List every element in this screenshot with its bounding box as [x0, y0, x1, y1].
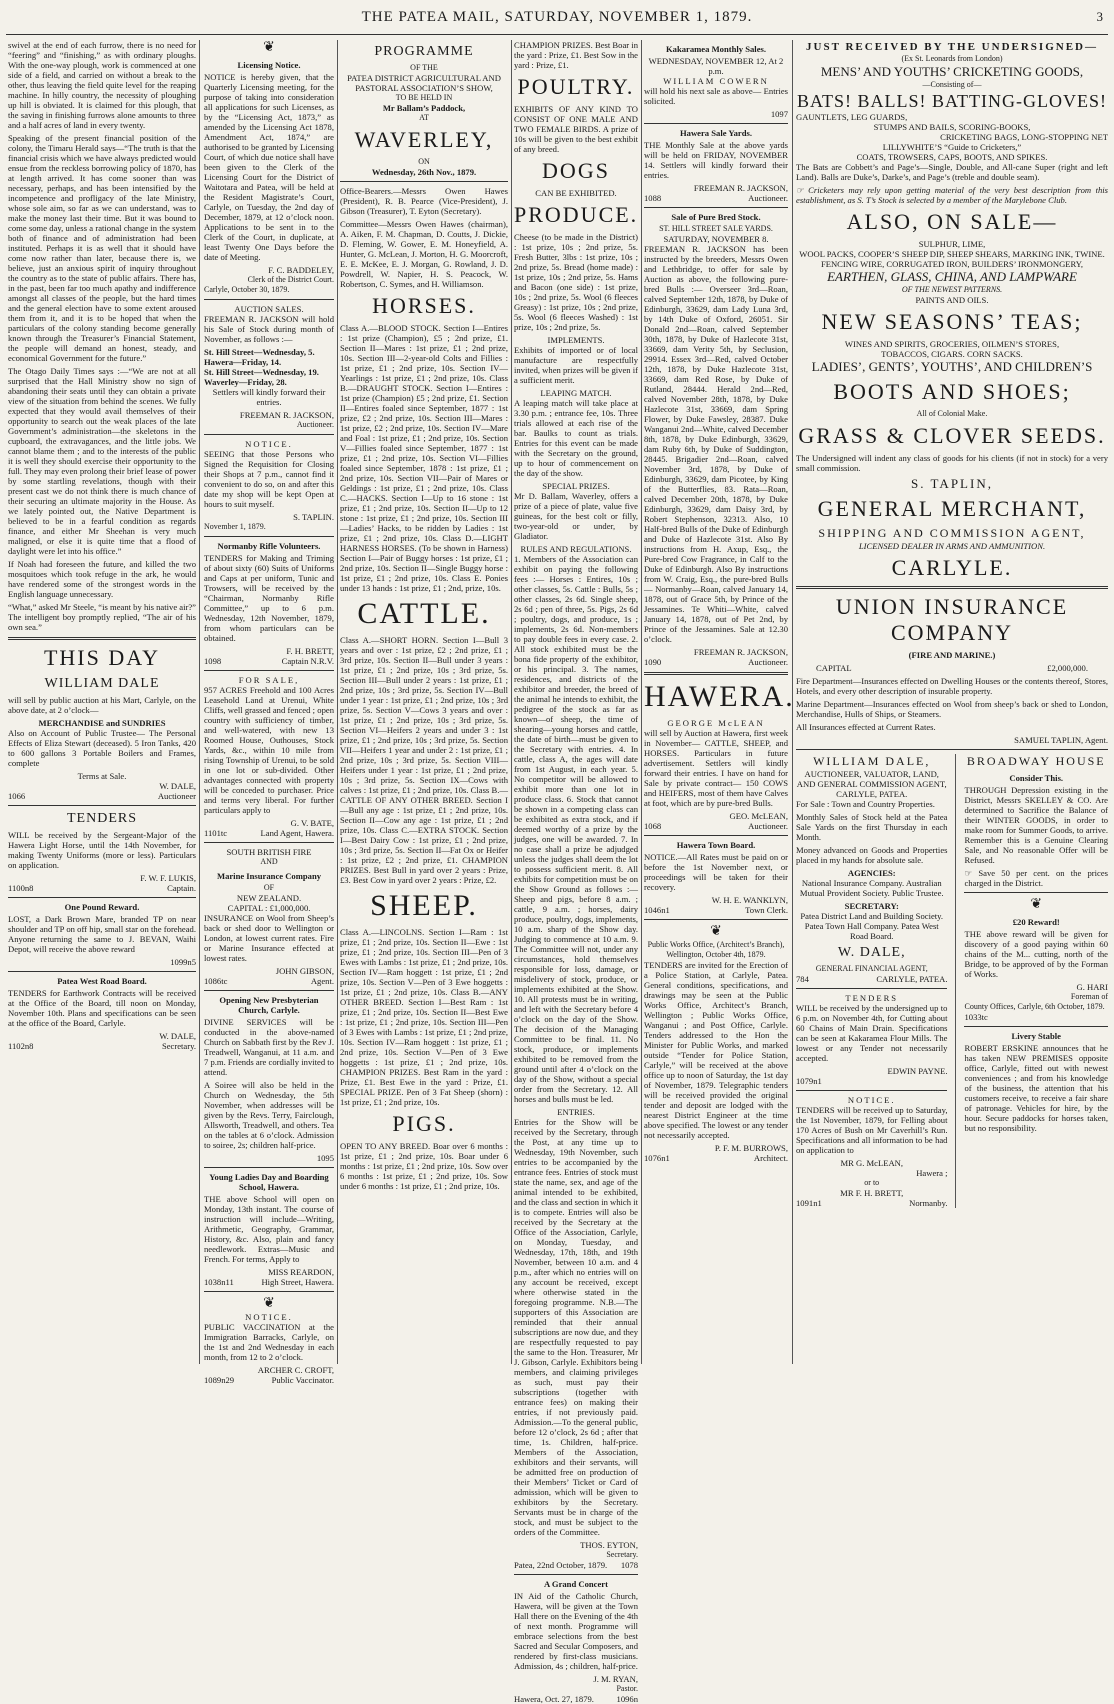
column-5	[644, 40, 795, 1364]
shipping-line: SHIPPING AND COMMISSION AGENT,	[818, 526, 1086, 540]
insurance-capital: CAPITAL : £1,000,000.	[227, 903, 311, 913]
insurance-title: SOUTH BRITISH FIRE	[226, 847, 312, 857]
ad-ref: 1046n1	[644, 905, 670, 915]
ad-ref: 1095	[316, 1153, 334, 1163]
editorial-paragraph: “What,” asked Mr Steele, “is meant by his native air?” The intelligent boy promptly replied, “The air of his own sea.”	[8, 602, 196, 632]
ad-body: Patea District Land and Building Society. Patea Town Hall Company. Patea West Road Board.	[800, 911, 944, 941]
fire-marine: (FIRE AND MARINE.)	[908, 650, 996, 660]
pure-place: ST. HILL STREET SALE YARDS.	[659, 224, 773, 233]
kakaramea-title: Kakaramea Monthly Sales.	[665, 44, 767, 54]
section-title: IMPLEMENTS.	[547, 335, 605, 345]
ad-role: Agent.	[310, 976, 334, 986]
grass-line: GRASS & CLOVER SEEDS.	[798, 423, 1106, 448]
bottom-split	[796, 754, 1108, 1208]
ad-signature: ARCHER C. CROFT,	[257, 1365, 334, 1375]
divider	[514, 1574, 638, 1575]
ad-body: TENDERS for Making and Triming of about sixty (60) Suits of Uniforms and Caps at per uniform, Tunic and Trowsers, will be received by the “Chairman, Normanby Rifle Committee,” up to 6 p.m. Wednesday, 12th November, 1879, from whom particulars can be obtained.	[204, 553, 334, 643]
ad-role: Public Vaccinator.	[271, 1375, 334, 1385]
ad-signature: P. F. M. BURROWS,	[714, 1143, 788, 1153]
ad-ref: 1033tc	[964, 1012, 988, 1022]
dale-column	[796, 754, 947, 1208]
ad-role: Auctioneer	[157, 791, 196, 801]
ad-signature: THOS. EYTON,	[580, 1540, 638, 1550]
ad-body: Also on Account of Public Trustee— The Personal Effects of Eliza Stewart (deceased). 5 Iron Tanks, 420 to 600 gallons 3 Portable Boilers and Frames, complete	[8, 728, 196, 768]
ad-signature: W. DALE,	[159, 1031, 196, 1041]
column-2	[204, 40, 334, 1385]
sale-item: St. Hill Street—Wednesday, 5.	[204, 347, 315, 357]
ad-role: Clerk of the District Court.	[247, 275, 334, 284]
divider	[204, 299, 334, 300]
ad-body: will sell by Auction at Hawera, first week in November— CATTLE, SHEEP, and HORSES. Particulars in future advertisement. Settlers will kindly forward their entries. I have on hand for Sale by private contract— 150 COWS and HEIFERS, most of them have Calves at foot, which are by pure-bred Bulls.	[644, 728, 788, 808]
ad-signature: MISS REARDON,	[268, 1267, 334, 1277]
ad-signature: G. HARI	[1076, 982, 1108, 992]
column-1	[8, 40, 196, 1364]
programme-held: TO BE HELD IN	[395, 93, 453, 102]
ad-body: Fire Department—Insurances effected on Dwelling Houses or the contents thereof, Stores, Hotels, and every other description of insurable property.	[796, 676, 1108, 696]
ad-body: Committee—Messrs Owen Hawes (chairman), A. Aiken, F. M. Chapman, D. Coutts, J. Dickie, D. Fleming, W. Gower, E. M. Honeyfield, A. Hunter, G. McLean, J. Morton, H. G. Moorcroft, E. E. McKee, E. J. Morgan, G. Rowland, J. D. Powdrell, W. Napier, H. S. Peacock, W. Robertson, C. Symes, and H. Williamson.	[340, 219, 508, 289]
ad-date: Patea, 22nd October, 1879.	[514, 1560, 608, 1570]
ad-role: Foreman of	[1070, 992, 1108, 1001]
wdale-name: W. DALE,	[837, 945, 906, 960]
broadway-column	[964, 754, 1108, 1208]
divider	[204, 990, 334, 991]
ex-ship: (Ex St. Leonards from London)	[901, 54, 1003, 63]
ad-body: INSURANCE on Wool from Sheep’s back or shed door to Wellington or London, at lowest current rates. Fire or Marine Insurance effected at lowest rates.	[204, 913, 334, 963]
ad-body: The Undersigned will indent any class of goods for his clients (if not in stock) for a very small commission.	[796, 453, 1108, 473]
ad-body: NOTICE is hereby given, that the Quarterly Licensing meeting, for the purpose of taking into consideration all applications for such Licenses, as by the “Licensing Act, 1873,” as amended by the Licensing Act 1878, Amendment Act, 1874,” are authorised to be granted by Licensing Court, of which due notice shall have been given to the Clerk of the Licensing Court for the District of Waitotara and Patea, will be held at the Resident Magistrate’s Court, Carlyle, on Tuesday, the 2nd day of December, 1879, at 12 o’clock noon. Applications to be sent in to the Clerk of the Court, in duplicate, at least Twenty One Days before the date of Meeting.	[204, 72, 334, 262]
ad-body: Cheese (to be made in the District) : 1st prize, 10s ; 2nd prize, 5s. Fresh Butter, 3lbs : 1st prize, 10s ; 2nd prize, 5s. Bread (home made) : 1st prize, 10s ; 2nd prize, 5s. Hams and Bacon (one side) : 1st prize, 10s ; 2nd prize, 5s. Wool (6 fleeces Greasy) : 1st prize, 10s ; 2nd prize, 5s. Wool (6 fleeces Washed) : 1st prize, 10s ; 2nd prize, 5s.	[514, 232, 638, 332]
ad-body: WILL be received by the Sergeant-Major of the Hawera Light Horse, until the 14th November, for making Twenty Uniforms (more or less). Particulars on application.	[8, 830, 196, 870]
ad-ref: 1088	[644, 193, 662, 203]
editorial-paragraph: The Otago Daily Times says :—“We are not at all surprised that the Hall Ministry show no sign of abandoning their seats until they can obtain a private view of the situation from behind the scenes. We fully expected that they would avail themselves of their opportunity to search out the weak places of the late Government’s administration—the skeletons in the cupboard, the extravagances, and the little jobs. We cannot blame them ; and to the interests of the public it is well they should exercise their opportunity to the full. They may even prolong their brief lease of power by some startling revelations, though with their present cast we do not think there is much chance of their securing an ultimate majority in the House. As we lately pointed out, the Native Department is believed to be in a fearful condition as regards finance, and either Mr Sheehan is very much maligned, or else it is quite time that a flood of daylight were let into his office.”	[8, 366, 196, 556]
ad-body: TENDERS for Earthwork Contracts will be received at the Office of the Board, till noon on Monday, November 10th. Plans and specifications can be seen at the office of the Board, Carlyle.	[8, 988, 196, 1028]
ad-signature: GEO. McLEAN,	[729, 811, 788, 821]
ad-body: A Soiree will also be held in the Church on Wednesday, the 5th November, when addresses will be given by the Revs. Terry, Fairclough, Allsworth, Treadwell, and others. Tea on the tables at 6 o’clock. Admission to soiree, 2s; children half-price.	[204, 1080, 334, 1150]
licensed-line: LICENSED DEALER IN ARMS AND AMMUNITION.	[858, 541, 1046, 551]
ad-body: THE above School will open on Monday, 13th instant. The course of instruction will include—Writing, Arithmetic, Geography, Grammar, History, &c. Also, plain and fancy needlework. Extras—Music and French. For terms, Apply to	[204, 1194, 334, 1264]
notice-title: NOTICE.	[245, 1312, 293, 1322]
section-title: PIGS.	[392, 1111, 456, 1136]
ad-body: LOST, a Dark Brown Mare, branded TP on near shoulder and TP on off hip, small star on the forehead. Anyone returning the same to J. BEVAN, Waihi Depot, will receive the above reward	[8, 914, 196, 954]
ad-body: National Insurance Company. Australian Mutual Provident Society. Public Trustee.	[799, 878, 944, 898]
wdale-role: GENERAL FINANCIAL AGENT,	[815, 964, 928, 973]
insurance-title: Marine Insurance Company	[216, 871, 322, 881]
auction-sales-title: AUCTION SALES.	[234, 304, 304, 314]
ad-role: High Street, Hawera.	[261, 1277, 334, 1287]
ad-ref: 1089n29	[204, 1375, 235, 1385]
ad-role: Captain.	[167, 883, 196, 893]
ad-body: The Bats are Cobbett’s and Page’s—Single, Double, and All-cane Super (right and left Land). Balls are Duke’s, Darke’s, and Page’s (treble and double seam).	[796, 162, 1108, 182]
ad-body: THROUGH Depression existing in the District, Messrs SKELLEY & CO. Are determined to Sacrifice the Balance of their WINTER GOODS, in order to make room for Summer Goods, to arrive. Remember this is a Genuine Clearing Sale, and No reasonable Offer will be Refused.	[964, 785, 1108, 865]
column-rule	[199, 40, 200, 1364]
divider	[644, 672, 788, 675]
ad-body: OPEN TO ANY BREED. Boar over 6 months : 1st prize, £1 ; 2nd prize, 10s. Boar under 6 months : 1st prize, £1 ; 2nd prize, 10s. Sow over 6 months : 1st prize, £1 ; 2nd prize, 10s. Sow under 6 months : 1st prize, £1 ; 2nd prize, 10s.	[340, 1141, 508, 1191]
ad-body: CHAMPION PRIZES. Best Boar in the yard : Prize, £1. Best Sow in the yard : Prize, £1.	[514, 40, 638, 70]
ad-role: Town Clerk.	[745, 905, 788, 915]
consisting: —Consisting of—	[922, 80, 982, 89]
ad-ref: 1066	[8, 791, 26, 801]
ad-role: Secretary.	[606, 1550, 638, 1559]
divider	[644, 207, 788, 208]
insurance-title: NEW ZEALAND.	[236, 893, 302, 903]
insurance-and: AND	[260, 857, 278, 866]
coats-line: COATS, TROWSERS, CAPS, BOOTS, AND SPIKES.	[856, 152, 1048, 162]
editorial-paragraph: If Noah had foreseen the future, and killed the two mosquitoes which took refuge in the ark, he would have rendered some of the strongest words in the English language unnecessary.	[8, 559, 196, 599]
masthead-title: THE PATEA MAIL, SATURDAY, NOVEMBER 1, 1879.	[361, 9, 753, 25]
divider	[796, 988, 947, 989]
ad-signature: FREEMAN R. JACKSON,	[693, 183, 788, 193]
ad-date: Hawera, Oct. 27, 1879.	[514, 1694, 594, 1704]
notice-or: or to	[864, 1178, 880, 1187]
divider	[8, 897, 196, 898]
sale-item: St. Hill Street—Wednesday, 19.	[204, 367, 319, 377]
just-received: JUST RECEIVED BY THE UNDERSIGNED—	[806, 41, 1098, 53]
ad-role: Auctioneer.	[748, 657, 788, 667]
boots-line: BOOTS AND SHOES;	[833, 379, 1071, 404]
capital-value: £2,000,000.	[1047, 663, 1088, 673]
divider	[8, 971, 196, 972]
ad-ref: 1068	[644, 821, 662, 831]
ad-signature: J. M. RYAN,	[593, 1674, 638, 1684]
divider	[204, 670, 334, 671]
ad-date: Carlyle, October 30, 1879.	[204, 285, 290, 294]
divider	[204, 1291, 334, 1292]
notice-title: NOTICE.	[245, 439, 293, 449]
dale-role: AUCTIONEER, VALUATOR, LAND, AND GENERAL COMMISSION AGENT, CARLYLE, PATEA.	[796, 769, 947, 799]
agencies-title: AGENCIES:	[847, 868, 896, 878]
ad-ref: 1100n8	[8, 883, 34, 893]
ad-role: Hawera ;	[916, 1168, 948, 1178]
ad-body: Class A.—LINCOLNS. Section I—Ram : 1st prize, £1 ; 2nd prize, 10s. Section II—Ewe : 1st prize, £1 ; 2nd prize, 10s. Section III—Pen of 3 Ewes with Lambs : 1st prize, £1 ; 2nd prize, 10s. Section IV—Ram hoggett : 1st prize, £1 ; 2nd prize, 10s. Section V—Pen of 3 Ewe hoggetts : 1st prize, £1 ; 2nd prize, 10s. Class B.—ANY OTHER BREED. Section I—Best Ram : 1st prize, £1 ; 2nd prize, 10s. Section II—Best Ewe : 1st prize, £1 ; 2nd prize, 10s. Section III—Pen of 3 Ewes with Lambs : 1st prize, £1 ; 2nd prize, 10s. Section IV—Ram hoggett : 1st prize, £1 ; 2nd prize, 10s. Section V—Pen of 3 Ewe hoggetts : 1st prize, £1 ; 2nd prize, 10s. CHAMPION PRIZES. Best Ram in the yard : Prize, £1. Best Ewe in the yard : Prize, £1. SPECIAL PRIZE. Pen of 3 Fat Sheep (shorn) : 1st prize, £1 ; 2nd prize, 10s.	[340, 927, 508, 1107]
capital-label: CAPITAL	[816, 663, 852, 673]
divider	[204, 434, 334, 435]
town-board-title: Hawera Town Board.	[676, 840, 756, 850]
editorial-paragraph: swivel at the end of each furrow, there is no need for “feering” and “finishing,” as with ordinary ploughs. With the one-way plough, work is commenced at one side of a field, and carried on without a break to the other, thus leaving the field quite level for the reaping machine. In hilly country, the necessity of ploughing up hill is obviated. It is claimed for this plough, that the saving in finishing furrows alone amounts to three and a half acres of land in every twenty.	[8, 40, 196, 130]
page-number: 3	[1096, 9, 1104, 24]
general-merchant: GENERAL MERCHANT,	[817, 496, 1087, 521]
concert-title: A Grand Concert	[544, 1579, 608, 1589]
ad-ref: 1086tc	[204, 976, 228, 986]
mens-goods: MENS’ AND YOUTHS’ CRICKETING GOODS,	[820, 64, 1084, 79]
sulphur-line: SULPHUR, LIME,	[918, 239, 986, 249]
ad-body: Class A.—BLOOD STOCK. Section I—Entires : 1st prize (Champion), £5 ; 2nd prize, £1. Section II—Mares : 1st prize, £1 ; 2nd prize, 10s. Section III—2-year-old Colts and Fillies : 1st prize, £1 ; 2nd prize, 10s. Section IV—Yearlings : 1st prize, £1 ; 2nd prize, 10s. Class B.—DRAUGHT STOCK. Section I—Entires : 1st prize (Champion) £5 ; 2nd prize, £1. Section II—Entires foaled since September, 1877 : 1st prize, £2 ; 2nd prize, 10s. Section III—Mares : 1st prize, £2 ; 2nd prize, 10s. Section IV—Mare and Foal : 1st prize, £1 ; 2nd prize, 10s. Section V—Fillies foaled since September, 1877 : 1st prize, £1 ; 2nd prize, 10s. Section VI—Fillies foaled since September, 1878 : 1st prize, £1 ; 2nd prize, 10s. Section VII—Pair of Mares or Geldings : 1st prize, £1 ; 2nd prize, 10s. Class C.—HACKS. Section I—Up to 16 stone : 1st prize, £1 ; 2nd prize, 10s. Section II—Up to 12 stone : 1st prize, £1 ; 2nd prize, 10s. Section III—Ladies’ Hacks, to be ridden by Ladies : 1st prize, £1 ; 2nd prize, 10s. Class D.—LIGHT HARNESS HORSES. (To be shown in Harness) Section I—Pair of Buggy horses : 1st prize, £1 ; 2nd prize, 10s. Section II—Single Buggy horse : 1st prize, £1 ; 2nd prize, 10s. Class E. Ponies under 13 hands : 1st prize, £1 ; 2nd, prize, 10s.	[340, 323, 508, 593]
ad-terms: Terms at Sale.	[77, 771, 127, 781]
ad-signature: EDWIN PAYNE.	[887, 1066, 948, 1076]
ad-body: PUBLIC VACCINATION at the Immigration Barracks, Carlyle, on the 1st and 2nd Wednesday in each month, from 12 to 2 o’clock.	[204, 1322, 334, 1362]
ad-body: CAN BE EXHIBITED.	[535, 188, 617, 198]
ad-signature: F. W. F. LUKIS,	[140, 873, 196, 883]
ad-role: Pastor.	[616, 1684, 638, 1693]
section-title: LEAPING MATCH.	[540, 388, 612, 398]
divider	[796, 749, 1108, 750]
ad-body: TENDERS will be received up to Saturday, the 1st November, 1879, for Felling about 170 Acres of Bush on Mr Caverhill’s Run. Specifications and all information to be had on application to	[796, 1105, 948, 1155]
hawera-title: HAWERA.	[644, 680, 795, 713]
ad-signature: FREEMAN R. JACKSON,	[693, 647, 788, 657]
ad-body: 957 ACRES Freehold and 100 Acres Leasehold Land at Urenui, White Cliffs, well grassed and fenced ; open country with sufficiency of timber, and well-watered, with new 13 Roomed House, Outhouses, Stock Yards, &c., within 10 mile from rising Township of Urenui, to be sold in one lot or sub-divided. Other advantages connected with property will be conceded to purchaser. Price and terms very liberal. For further particulars apply to	[204, 685, 334, 815]
column-4	[514, 40, 639, 1704]
ad-signature: F. H. BRETT,	[286, 646, 334, 656]
ad-body: THE Monthly Sale at the above yards will be held on FRIDAY, NOVEMBER 14. Settlers will kindly forward their entries.	[644, 140, 788, 180]
ad-ref: 784	[796, 974, 809, 984]
paints-line: PAINTS AND OILS.	[915, 295, 989, 305]
ad-ref: 1099n5	[170, 957, 196, 967]
licensing-title: Licensing Notice.	[237, 60, 301, 70]
section-title: ENTRIES.	[557, 1107, 595, 1117]
ad-body: For Sale : Town and Country Properties.	[796, 799, 935, 809]
divider	[644, 123, 788, 124]
masthead	[0, 0, 1114, 34]
divider	[340, 181, 508, 182]
ad-body: DIVINE SERVICES will be conducted in the above-named Church on Sabbath first by the Rev J. Treadwell, Wanganui, at 11 a.m. and 7 p.m. Friends are cordially invited to attend.	[204, 1017, 334, 1077]
section-title: SHEEP.	[370, 889, 478, 922]
tenders-title: TENDERS	[67, 811, 137, 826]
ad-signature: JOHN GIBSON,	[275, 966, 334, 976]
ad-role: Normanby.	[909, 1198, 948, 1208]
union-title: UNION INSURANCE COMPANY	[835, 594, 1069, 645]
works-title: Public Works Office, (Architect’s Branch), Wellington, October 4th, 1879.	[647, 940, 785, 959]
ad-signature: SAMUEL TAPLIN, Agent.	[1014, 735, 1108, 745]
school-title: Young Ladies Day and Boarding School, Hawera.	[209, 1172, 329, 1192]
ad-note: Settlers will kindly forward their entries.	[212, 387, 326, 407]
ad-body: SEEING that those Persons who Signed the Requisition for Closing their Shops at 7 p.m., cannot find it convenient to do so, on and after this date my shop will be kept Open at hours to suit myself.	[204, 449, 334, 509]
rifles-title: Normanby Rifle Volunteers.	[217, 541, 321, 551]
editorial-paragraph: Speaking of the present financial position of the colony, the Timaru Herald says—“The truth is that the financial crisis which we have always predicted would ensue from the reckless borrowing policy of 1870, has at length arrived. It has come sooner than was necessary, perhaps, and has been intensified by the incompetence and profligacy of the late Ministry, whose sole aim, so far as we can understand, was to make the money last their time. But it was bound to come some day, unless a rational change in the system both of finance and of administration had been instituted. Perhaps it is as well that it should have come now rather than later, because there is, we believe, just an anxious spirit of inquiry throughout the country as to the state of public affairs. There has, in the past, been far too much apathy and indifference amongst all classes of the people, but the hard times and the general election have to some extent aroused them from it, and it is to be hoped that when the particulars of the colony standing become generally known through the Treasurer’s Financial Statement, the people will demand an honest, steady, and economical Government for the future.”	[8, 133, 196, 363]
carlyle-line: CARLYLE.	[891, 555, 1013, 580]
ad-ref: 1091n1	[796, 1198, 822, 1208]
section-title: SPECIAL PRIZES.	[542, 481, 610, 491]
ad-signature: W. DALE,	[159, 781, 196, 791]
tenders-title: TENDERS	[845, 993, 899, 1003]
wines-line: WINES AND SPIRITS, GROCERIES, OILMEN’S STORES,	[844, 339, 1060, 349]
sale-item: Hawera—Friday, 14.	[204, 357, 282, 367]
found-title: One Pound Reward.	[64, 902, 140, 912]
programme-title: PROGRAMME	[374, 44, 474, 59]
divider	[204, 536, 334, 537]
fencing-line: FENCING WIRE, CORRUGATED IRON, BUILDERS’ IRONMONGERY,	[820, 259, 1084, 269]
ad-ref: 1038n11	[204, 1277, 234, 1287]
auctioneer-name: GEORGE McLEAN	[667, 718, 765, 728]
ad-role: Auctioneer.	[748, 193, 788, 203]
bats-line: BATS! BALLS! BATTING-GLOVES!	[797, 91, 1107, 111]
ad-signature: F. C. BADDELEY,	[268, 265, 334, 275]
divider	[8, 637, 196, 640]
column-rule	[511, 40, 512, 1364]
ad-note: ☞ Cricketers may rely upon getting material of the very best description from this establishment, as S. T’s Stock is selected by a member of the Marylebone Club.	[796, 185, 1108, 205]
pure-title: Sale of Pure Bred Stock.	[671, 212, 761, 222]
ad-body: All Insurances effected at Current Rates.	[796, 722, 936, 732]
consider-title: Consider This.	[1009, 773, 1064, 783]
for-sale-title: FOR SALE,	[238, 675, 300, 685]
ad-signature: S. TAPLIN.	[293, 512, 334, 522]
divider	[644, 919, 788, 920]
wdale-place: CARLYLE, PATEA.	[876, 974, 948, 984]
ad-body: Marine Department—Insurances effected on Wool from sheep’s back or shed to London, Merchandise, Hulls of Ships, or Steamers.	[796, 699, 1108, 719]
coat-of-arms-icon: ❦	[710, 924, 722, 939]
coat-of-arms-icon: ❦	[1030, 897, 1043, 912]
section-title: HORSES.	[372, 293, 476, 318]
ad-ref: 1076n1	[644, 1153, 670, 1163]
earthen-line: EARTHEN, GLASS, CHINA, AND LAMPWARE	[827, 269, 1077, 284]
divider	[8, 805, 196, 806]
stumps-line: STUMPS AND BAILS, SCORING-BOOKS,	[873, 122, 1031, 132]
column-rule	[337, 40, 338, 1364]
ad-signature: MR G. McLEAN,	[840, 1158, 904, 1168]
wool-line: WOOL PACKS, COOPER’S SHEEP DIP, SHEEP SHEARS, MARKING INK, TWINE.	[799, 249, 1105, 259]
programme-date: Wednesday, 26th Nov., 1879.	[371, 167, 477, 177]
programme-of: OF THE	[410, 63, 438, 72]
column-rule	[641, 40, 642, 1364]
programme-assoc: PATEA DISTRICT AGRICULTURAL AND PASTORAL ASSOCIATION’S SHOW,	[347, 73, 501, 93]
masthead-rule	[6, 34, 1108, 35]
ad-ref: 1098	[204, 656, 222, 666]
section-title: CATTLE.	[357, 597, 491, 630]
divider	[964, 892, 1108, 893]
divider	[204, 1167, 334, 1168]
secretary-title: SECRETARY:	[844, 901, 899, 911]
ad-body: Money advanced on Goods and Properties placed in my hands for absolute sale.	[796, 845, 948, 865]
reward-title: £20 Reward!	[1012, 917, 1060, 927]
notice-title: NOTICE.	[847, 1095, 896, 1105]
ad-role: Architect.	[753, 1153, 788, 1163]
programme-on: ON	[418, 157, 430, 166]
divider	[796, 1090, 947, 1091]
section-title: DOGS	[542, 158, 610, 183]
ad-date: County Offices, Carlyle, 6th October, 1879.	[964, 1002, 1105, 1011]
pure-date: SATURDAY, NOVEMBER 8.	[663, 234, 769, 244]
lillywhite-line: LILLYWHITE’S “Guide to Cricketers,”	[882, 142, 1022, 152]
sale-item: Waverley—Friday, 28.	[204, 377, 287, 387]
tobaccos-line: TOBACCOS, CIGARS. CORN SACKS.	[881, 349, 1023, 359]
gauntlets-line: GAUNTLETS, LEG GUARDS,	[796, 112, 908, 122]
ad-ref: 1101tc	[204, 828, 228, 838]
ad-subhead: MERCHANDISE and SUNDRIES	[38, 718, 166, 728]
section-title: PRODUCE.	[514, 202, 639, 227]
programme-town: WAVERLEY,	[354, 127, 494, 152]
ad-ref: 1102n8	[8, 1041, 34, 1051]
this-day-title: THIS DAY	[43, 645, 161, 670]
ad-body: THE above reward will be given for discovery of a good paying within 60 chains of the M... cutting, north of the Bridge, to be approved of by the Forman of Works.	[964, 929, 1108, 979]
divider	[796, 586, 1108, 589]
ad-body: FREEMAN R. JACKSON will hold his Sale of Stock during month of November, as follows :—	[204, 314, 334, 344]
ad-body: will sell by public auction at his Mart, Carlyle, on the above date, at 2 o’clock—	[8, 695, 196, 715]
coat-of-arms-icon: ❦	[263, 40, 275, 55]
auctioneer-name: WILLIAM DALE	[44, 676, 160, 691]
ad-body: A leaping match will take place at 3.30 p.m. ; entrance fee, 10s. Three trials allowed at each rise of the bar. Baulks to count as trials. Entries for this event can be made with the Secretary on the ground, up to hour of commencement on the day of the show.	[514, 398, 638, 478]
ad-body: Monthly Sales of Stock held at the Patea Sale Yards on the first Thursday in each Month.	[796, 812, 948, 842]
insurance-of: OF	[263, 883, 275, 892]
coat-of-arms-icon: ❦	[263, 1296, 275, 1311]
newest-line: OF THE NEWEST PATTERNS.	[901, 285, 1003, 294]
ad-role: Land Agent, Hawera.	[260, 828, 334, 838]
ad-role: Auctioneer.	[296, 420, 334, 429]
ad-role: Secretary.	[161, 1041, 196, 1051]
divider	[964, 1026, 1108, 1027]
ad-signature: MR F. H. BRETT,	[840, 1188, 904, 1198]
ad-body: Office-Bearers.—Messrs Owen Hawes (President), R. B. Pearce (Vice-President), J. Gibson (Treasurer), T. Eyton (Secretary).	[340, 186, 508, 216]
section-title: POULTRY.	[517, 74, 635, 99]
dale-name: WILLIAM DALE,	[813, 754, 931, 768]
ad-body: will hold his next sale as above— Entries solicited.	[644, 86, 788, 106]
divider	[644, 835, 788, 836]
kakaramea-date: WEDNESDAY, NOVEMBER 12, At 2 p.m.	[648, 56, 784, 76]
ad-ref: 1078	[620, 1560, 638, 1570]
also-on-sale: ALSO, ON SALE—	[846, 209, 1058, 234]
auctioneer-name: WILLIAM COWERN	[663, 76, 769, 86]
colonial-line: All of Colonial Make.	[916, 409, 988, 418]
column-3	[340, 40, 508, 1364]
ad-ref: 1097	[770, 109, 788, 119]
programme-place: Mr Ballam’s Paddock,	[382, 103, 466, 113]
programme-at: AT	[419, 113, 429, 122]
board-title: Patea West Road Board.	[57, 976, 147, 986]
teas-line: NEW SEASONS’ TEAS;	[821, 309, 1083, 334]
broadway-title: BROADWAY HOUSE	[966, 754, 1106, 768]
ad-role: Auctioneer.	[748, 821, 788, 831]
ad-body: WILL be received by the undersigned up to 6 p.m. on November 4th, for Cutting about 60 Chains of Main Drain. Specifications can be seen at Kakaramea Flour Mills. The lowest or any Tender not necessarily accepted.	[796, 1003, 948, 1063]
ad-body: Class A.—SHORT HORN. Section I—Bull 3 years and over : 1st prize, £2 ; 2nd prize, £1 ; 3rd prize, 10s. Section II—Bull under 3 years : 1st prize, £1 ; 2nd prize, 10s ; 3rd prize, 5s. Section III—Bull under 2 years : 1st prize, £1 ; 2nd prize, 10s ; 3rd prize, 5s. Section IV—Bull under 1 year : 1st prize, £1 ; 2nd prize, 10s ; 3rd prize, 5s. Section V—Cows 3 years and over : 1st prize, £1 ; 2nd prize, 10s ; 3rd prize, 5s. Section VI—Heifers 2 years and under 3 : 1st prize, £1 ; 2nd prize, 10s ; 3rd prize, 5s. Section VII—Heifers 1 year and under 2 : 1st prize, £1 ; 2nd prize, 10s ; 3rd prize, 5s. Section VIII—Heifers under 1 year : 1st prize, £1 ; 2nd prize, 10s ; 3rd prize, 5s. Section IX—Cows with calves : 1st prize, £1 ; 2nd prize, 10s. Class B.—CATTLE OF ANY OTHER BREED. Section I—Bull any age : 1st prize, £1 ; 2nd prize, 10s. Section II—Cow any age : 1st prize, £1 ; 2nd prize, 10s. Class C.—EXTRA STOCK. Section I—Best Dairy Cow : 1st prize, £1 ; 2nd prize, 10s ; 3rd prize, 5s. Section II—Fat Ox or Heifer : 1st prize, £2 ; 2nd prize, £1. CHAMPION PRIZES. Best Bull in yard over 2 years : Prize, £3. Best Cow in yard over 2 years : Prize, £2.	[340, 635, 508, 885]
section-title: RULES AND REGULATIONS.	[520, 544, 632, 554]
livery-title: Livery Stable	[1011, 1031, 1061, 1041]
ad-ref: 1096n	[616, 1694, 638, 1704]
taplin-name: S. TAPLIN,	[911, 476, 993, 491]
ad-body: Entries for the Show will be received by the Secretary, through the Post, at any time up to Wednesday, 19th November, such entries to be accompanied by the entrance fees. Entries of stock must state the name, sex, and age of the animal intended to be exhibited, and the class and section in which it is to compete. Entries will also be received by the Secretary at the Office of the Association, Carlyle, on Monday, Tuesday, and Wednesday, 17th, 18th, and 19th November, between 10 a.m. and 4 p.m., after which no entries will on any account be received, except where otherwise stated in the foregoing programme. N.B.—The supporters of this Association are reminded that their annual subscriptions are now due, and they are respectfully requested to pay the same to the Hon. Treasurer, Mr J. Gibson, Carlyle. Exhibitors being members, and claiming privileges as such, must pay their subscriptions (together with entrance fees) on making their entries, if not previously paid. Admission.—To the general public, before 12 o’clock, 2s 6d ; after that time, 1s. Children, half-price. Members of the Association, exhibitors and their servants, will be admitted free on production of their Members’ Ticket or Card of admission, which will be given to exhibitors by the Secretary. Servants must be in charge of the stock, and must be subject to the orders of the Committee.	[514, 1117, 638, 1537]
divider	[204, 842, 334, 843]
ad-body: FREEMAN R. JACKSON has been instructed by the breeders, Messrs Owen and Lethbridge, to offer for sale by Auction as above, the following pure-bred Bulls :— Overseer 3rd—Roan, calved September 12th, 1878, by Duke of Edinburgh, 33629, dam Lady Luna 3rd, by 14th Duke of Oxford, 26051. Sir Donald 2nd—Roan, calved September 30th, 1878, by Duke of Hazlecote 31st, 33669, dam Verity 5th, by Seclusion, 29914. Essex 3rd—Red, calved October 12th, 1878, by Duke Hazlecote 31st, 33669, dam Red Rose, by Duke of Rutland, 28444. Herald 2nd—Red, calved November 28th, 1878, by Duke Hazlecote 31st, 33669, dam Spring Flower, by Duke Fawsley, 28387. Duke Wanganui 2nd—White, calved December 8th, 1878, by Duke Edinburgh, 33629, dam Ruby 6th, by Duke of Suddington, 28445. Brigadier 2nd—Roan, calved November 3rd, 1878, by Duke of Edinburgh, 33629, dam Picotee, by King of the Butterflies, 83. Rata—Roan, calved December 20th, 1878, by Duke Edinburgh, 33629, dam Daisy 3rd, by Robert Stephenson, 32313. Also, 10 Half-bred Bulls of the Duke of Edinburgh and Duke of Hazlecote 31st. Also By instructions from H. Axup, Esq., the Pure-bred Cow Fragrance, in Calf to the Duke of Edinburgh. Also By instructions from W. Craig, Esq., the pure-bred Bulls— Normanby—Roan, calved January 14, 1878, out of Grace 5th, by Prince of the Jessamines. Te Whiti—White, calved January 14, 1878, out of Pet 2nd, by Prince of the Jessamines. Sale at 12.30 o’clock.	[644, 244, 788, 644]
ad-role: Captain N.R.V.	[281, 656, 334, 666]
ad-body: Mr D. Ballam, Waverley, offers a prize of a piece of plate, value five guineas, for the best colt or filly, two-year-old or under, by Gladiator.	[514, 491, 638, 541]
ad-signature: G. V. BATE,	[290, 818, 334, 828]
ad-body: TENDERS are invited for the Erection of a Police Station, at Carlyle, Patea. General conditions, specifications, and drawings may be seen at the Public Works Office, Architect’s Branch, Wellington ; Public Works Office, Wanganui ; and Post Office, Carlyle. Tenders addressed to the Hon the Minister for Public Works, and marked outside “Tender for Police Station, Carlyle,” will be received at the above office up to noon of Saturday, the 1st day of November, 1879. Telegraphic tenders will be received provided the original tender and deposit are lodged with the nearest District Engineer at the time above specified. The lowest or any tender not necessarily accepted.	[644, 960, 788, 1140]
ad-body: IN Aid of the Catholic Church, Hawera, will be given at the Town Hall there on the Evening of the 4th of next month. Programme will embrace selections from the best Sacred and Secular Composers, and rendered by first-class musicians. Admission, 4s ; children, half-price.	[514, 1591, 638, 1671]
hawera-sale-title: Hawera Sale Yards.	[679, 128, 752, 138]
ad-body: NOTICE.—All Rates must be paid on or before the 1st November next, or proceedings will be taken for their recovery.	[644, 852, 788, 892]
ad-body: 1. Members of the Association can exhibit on paying the following fees :— Horses : Entires, 10s ; other classes, 5s. Cattle : Bulls, 5s ; other classes, 2s 6d. Single sheep, 2s 6d ; pen of three, 5s. Pigs, 2s 6d ; poultry, dogs, and produce, 1s ; implements, 2s 6d. Non-members to pay double fees in every case. 2. All stock exhibited must be the bona fide property of the exhibitor, or his principal. 3. The names, residences, and districts of the exhibitor and breeder, the breed of the animal he intends to exhibit, the pedigree of the stock as far as known—of sheep, the time of shearing—young horses and cattle, the date of birth—must be given to the Secretary with entries. 4. In cattle, class A, the ages will date from 1st August, in each year. 5. No competitor will be allowed to exhibit more than one lot in produce class. 6. Stock that cannot be shown in a competing class can be exhibited as extra stock, and if deemed worthy of a prize by the judges, one will be awarded. 7. In no case shall a prize be adjudged unless the judges shall deem the lot to possess sufficient merit. 8. All exhibits for competition must be on the Show Ground as follows :—Sheep and pigs, before 8 a.m. ; cattle, 9 a.m. ; horses, dairy produce, poultry, dogs, implements, 10 a.m. sharp of the Show day. Judging to commence at 10 a.m. 9. The Committee will not, under any circumstances, hold themselves responsible for loss, damage, or misdelivery of stock, produce, or implements exhibited at the Show. 10. All protests must be in writing, and left with the Secretary before 4 o’clock on the day of the Show. The decision of the Managing Committee to be final. 11. No stock, produce, or implements exhibited to be removed from the ground until after 4 o’clock on the day of the Show, without a special order from the Secretary. 12. All horses and bulls must be led.	[514, 554, 638, 1104]
ladies-line: LADIES’, GENTS’, YOUTHS’, AND CHILDREN’S	[811, 359, 1093, 374]
ad-ref: 1090	[644, 657, 662, 667]
column-6	[796, 40, 1108, 1364]
church-title: Opening New Presbyterian Church, Carlyle.	[219, 995, 319, 1015]
cricketing-line: CRICKETING BAGS, LONG-STOPPING NET	[940, 132, 1108, 142]
column-rule	[955, 754, 956, 1208]
ad-note: ☞ Save 50 per cent. on the prices charged in the District.	[964, 868, 1108, 888]
ad-ref: 1079n1	[796, 1076, 822, 1086]
ad-date: November 1, 1879.	[204, 522, 266, 531]
ad-body: Exhibits of imported or of local manufacture are respectfully invited, when prizes will be given if a sufficient merit.	[514, 345, 638, 385]
ad-body: ROBERT ERSKINE announces that he has taken NEW PREMISES opposite office, Carlyle, fitted out with newest conveniences ; and from his knowledge of the business, the attention that his customers receive, to receive a fair share of patronage. Vehicles for hire, by the hour. Secure paddocks for horses taken, but no responsibility.	[964, 1043, 1108, 1133]
ad-signature: W. H. E. WANKLYN,	[711, 895, 788, 905]
ad-signature: FREEMAN R. JACKSON,	[239, 410, 334, 420]
ad-body: EXHIBITS OF ANY KIND TO CONSIST OF ONE MALE AND TWO FEMALE BIRDS. A prize of 10s will be given to the best exhibit of any breed.	[514, 104, 638, 154]
